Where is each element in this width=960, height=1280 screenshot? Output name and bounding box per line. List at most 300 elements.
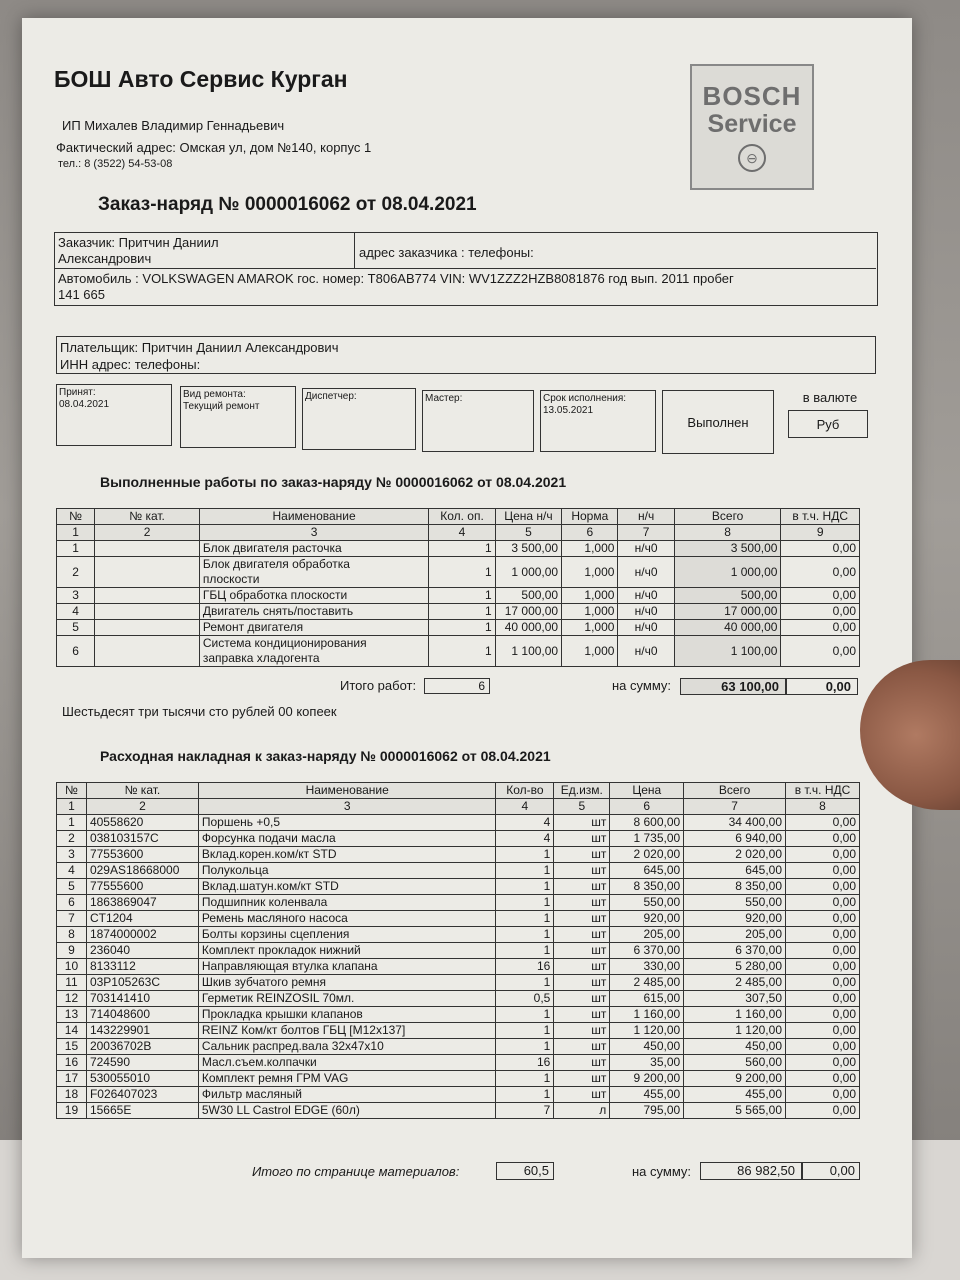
payer-line2: ИНН адрес: телефоны: (60, 357, 201, 372)
row-number: 9 (57, 943, 87, 959)
row-total: 1 000,00 (674, 557, 781, 588)
row-name: Болты корзины сцепления (198, 927, 496, 943)
row-qty: 1 (496, 1071, 554, 1087)
row-qty: 1 (496, 1039, 554, 1055)
row-catalog: 714048600 (86, 1007, 198, 1023)
row-qty: 4 (496, 815, 554, 831)
row-number: 3 (57, 588, 95, 604)
row-qty: 1 (496, 847, 554, 863)
materials-header-cell: Всего (684, 783, 786, 799)
row-price: 8 600,00 (610, 815, 684, 831)
table-row (57, 541, 860, 557)
materials-number-cell: 3 (198, 799, 496, 815)
row-catalog: 15665E (86, 1103, 198, 1119)
row-number: 5 (57, 879, 87, 895)
row-price: 9 200,00 (610, 1071, 684, 1087)
row-vat: 0,00 (786, 1007, 860, 1023)
row-number: 19 (57, 1103, 87, 1119)
works-header-cell: н/ч (618, 509, 674, 525)
row-number: 16 (57, 1055, 87, 1071)
row-name: Направляющая втулка клапана (198, 959, 496, 975)
table-row (57, 879, 860, 895)
materials-table (56, 782, 860, 1119)
table-row (57, 959, 860, 975)
row-unit: шт (554, 943, 610, 959)
row-unit: шт (554, 911, 610, 927)
row-catalog (95, 636, 200, 667)
row-unit: н/ч0 (618, 620, 674, 636)
row-price: 455,00 (610, 1087, 684, 1103)
row-vat: 0,00 (786, 975, 860, 991)
row-unit: шт (554, 975, 610, 991)
table-row (57, 557, 860, 588)
row-qty: 1 (496, 863, 554, 879)
works-number-cell: 3 (199, 525, 428, 541)
info-repair-type (180, 386, 296, 448)
row-name-line1: Блок двигателя обработка (202, 557, 350, 571)
row-total: 2 485,00 (684, 975, 786, 991)
table-row (57, 1103, 860, 1119)
table-row (57, 847, 860, 863)
row-vat: 0,00 (786, 1055, 860, 1071)
row-number: 13 (57, 1007, 87, 1023)
customer-line1: Заказчик: Притчин Даниил (58, 235, 219, 250)
row-price: 1 000,00 (495, 557, 561, 588)
row-name (199, 588, 428, 604)
row-name: Поршень +0,5 (198, 815, 496, 831)
row-vat: 0,00 (781, 604, 860, 620)
row-number: 18 (57, 1087, 87, 1103)
payer-details (60, 339, 338, 373)
table-row (57, 1055, 860, 1071)
row-total: 6 940,00 (684, 831, 786, 847)
table-row (57, 895, 860, 911)
row-name: Масл.съем.колпачки (198, 1055, 496, 1071)
customer-box (54, 232, 878, 306)
row-unit: шт (554, 879, 610, 895)
row-qty: 1 (496, 895, 554, 911)
table-row (57, 1007, 860, 1023)
row-catalog: 724590 (86, 1055, 198, 1071)
row-name-line1: Блок двигателя расточка (202, 541, 342, 555)
table-row (57, 831, 860, 847)
row-qty: 7 (496, 1103, 554, 1119)
row-catalog (95, 541, 200, 557)
table-row (57, 911, 860, 927)
bosch-service-logo (690, 64, 814, 190)
row-qty: 0,5 (496, 991, 554, 1007)
row-price: 550,00 (610, 895, 684, 911)
materials-title: Расходная накладная к заказ-наряду № 0000016062 от 08.04.2021 (100, 748, 551, 764)
row-name: 5W30 LL Castrol EDGE (60л) (198, 1103, 496, 1119)
row-price: 1 120,00 (610, 1023, 684, 1039)
works-sum-total: 63 100,00 (680, 678, 786, 695)
row-catalog (95, 620, 200, 636)
materials-header-row (57, 783, 860, 799)
row-price: 330,00 (610, 959, 684, 975)
row-qty: 1 (429, 604, 495, 620)
row-vat: 0,00 (786, 863, 860, 879)
row-name: Полукольца (198, 863, 496, 879)
row-name: REINZ Ком/кт болтов ГБЦ [М12x137] (198, 1023, 496, 1039)
works-header-cell: Кол. оп. (429, 509, 495, 525)
materials-number-row (57, 799, 860, 815)
row-number: 6 (57, 636, 95, 667)
row-name: Шкив зубчатого ремня (198, 975, 496, 991)
row-total: 6 370,00 (684, 943, 786, 959)
row-price: 3 500,00 (495, 541, 561, 557)
materials-header-cell: в т.ч. НДС (786, 783, 860, 799)
works-number-cell: 2 (95, 525, 200, 541)
table-row (57, 1087, 860, 1103)
info-deadline (540, 390, 656, 452)
row-number: 2 (57, 557, 95, 588)
row-unit: шт (554, 895, 610, 911)
currency-label: в валюте (802, 390, 858, 405)
row-vat: 0,00 (786, 847, 860, 863)
row-vat: 0,00 (781, 541, 860, 557)
row-vat: 0,00 (781, 636, 860, 667)
company-phone: тел.: 8 (3522) 54-53-08 (58, 158, 173, 170)
row-total: 920,00 (684, 911, 786, 927)
row-name: Герметик REINZOSIL 70мл. (198, 991, 496, 1007)
row-vat: 0,00 (786, 895, 860, 911)
works-table (56, 508, 860, 667)
info-master (422, 390, 534, 452)
payer-box (56, 336, 876, 374)
row-name: Сальник распред.вала 32x47x10 (198, 1039, 496, 1055)
row-catalog (95, 557, 200, 588)
materials-header-cell: Наименование (198, 783, 496, 799)
row-price: 8 350,00 (610, 879, 684, 895)
row-qty: 1 (496, 927, 554, 943)
works-number-cell: 7 (618, 525, 674, 541)
row-price: 2 020,00 (610, 847, 684, 863)
row-name-line2: плоскости (202, 572, 260, 586)
row-total: 5 565,00 (684, 1103, 786, 1119)
materials-number-cell: 7 (684, 799, 786, 815)
row-unit: н/ч0 (618, 541, 674, 557)
row-unit: шт (554, 863, 610, 879)
row-name: Вклад.корен.ком/кт STD (198, 847, 496, 863)
works-sum-label: на сумму: (612, 678, 672, 693)
works-header-cell: № (57, 509, 95, 525)
row-total: 205,00 (684, 927, 786, 943)
row-total: 645,00 (684, 863, 786, 879)
row-name-line1: Система кондиционирования (202, 636, 367, 650)
row-total: 17 000,00 (674, 604, 781, 620)
bosch-armature-icon: ⊖ (738, 144, 766, 172)
row-number: 10 (57, 959, 87, 975)
row-vat: 0,00 (786, 815, 860, 831)
works-header-cell: Цена н/ч (495, 509, 561, 525)
info-accepted-value: 08.04.2021 (59, 399, 110, 410)
row-price: 1 160,00 (610, 1007, 684, 1023)
company-address: Фактический адрес: Омская ул, дом №140, корпус 1 (56, 140, 372, 155)
table-row (57, 1023, 860, 1039)
table-row (57, 604, 860, 620)
row-number: 7 (57, 911, 87, 927)
row-name (199, 604, 428, 620)
materials-number-cell: 2 (86, 799, 198, 815)
row-norm: 1,000 (562, 620, 618, 636)
row-total: 40 000,00 (674, 620, 781, 636)
row-total: 34 400,00 (684, 815, 786, 831)
row-catalog: 40558620 (86, 815, 198, 831)
row-price: 1 100,00 (495, 636, 561, 667)
row-norm: 1,000 (562, 636, 618, 667)
materials-number-cell: 6 (610, 799, 684, 815)
row-qty: 1 (429, 541, 495, 557)
row-catalog: 703141410 (86, 991, 198, 1007)
row-total: 5 280,00 (684, 959, 786, 975)
materials-header-cell: № (57, 783, 87, 799)
company-name: БОШ Авто Сервис Курган (54, 66, 348, 92)
works-header-cell: Всего (674, 509, 781, 525)
row-unit: шт (554, 1055, 610, 1071)
logo-line1: BOSCH (702, 81, 802, 111)
materials-sum-total: 86 982,50 (700, 1162, 802, 1180)
row-name-line1: ГБЦ обработка плоскости (202, 588, 348, 602)
row-unit: н/ч0 (618, 604, 674, 620)
row-unit: н/ч0 (618, 636, 674, 667)
row-name (199, 620, 428, 636)
row-qty: 1 (496, 879, 554, 895)
works-total-qty: 6 (424, 678, 490, 694)
row-price: 920,00 (610, 911, 684, 927)
row-name (199, 541, 428, 557)
info-master-label: Мастер: (425, 393, 463, 404)
row-name-line2: заправка хладогента (202, 651, 320, 665)
row-qty: 1 (496, 975, 554, 991)
row-vat: 0,00 (781, 557, 860, 588)
works-number-row (57, 525, 860, 541)
row-catalog: F026407023 (86, 1087, 198, 1103)
row-qty: 1 (429, 557, 495, 588)
info-accepted (56, 384, 172, 446)
row-qty: 1 (429, 636, 495, 667)
row-vat: 0,00 (786, 1103, 860, 1119)
info-deadline-label: Срок исполнения: (543, 393, 627, 404)
table-row (57, 588, 860, 604)
row-number: 1 (57, 541, 95, 557)
info-accepted-label: Принят: (59, 387, 96, 398)
works-header-cell: Наименование (199, 509, 428, 525)
materials-header-cell: № кат. (86, 783, 198, 799)
payer-line1: Плательщик: Притчин Даниил Александрович (60, 340, 339, 355)
row-catalog: 77555600 (86, 879, 198, 895)
customer-line2: Александрович (58, 251, 152, 266)
info-dispatcher-label: Диспетчер: (305, 391, 357, 402)
row-norm: 1,000 (562, 557, 618, 588)
row-total: 560,00 (684, 1055, 786, 1071)
table-row (57, 1071, 860, 1087)
currency-box: Руб (788, 410, 868, 438)
row-name: Комплект прокладок нижний (198, 943, 496, 959)
materials-header-cell: Цена (610, 783, 684, 799)
car-line1: Автомобиль : VOLKSWAGEN AMAROK гос. номер: Т806АВ774 VIN: WV1ZZZ2HZB8081876 год вып. 2011 пробег (58, 271, 734, 286)
row-total: 8 350,00 (684, 879, 786, 895)
row-qty: 16 (496, 959, 554, 975)
row-qty: 1 (496, 1023, 554, 1039)
row-unit: шт (554, 1039, 610, 1055)
row-catalog: 8133112 (86, 959, 198, 975)
row-qty: 4 (496, 831, 554, 847)
row-price: 1 735,00 (610, 831, 684, 847)
row-number: 6 (57, 895, 87, 911)
logo-line2: Service (707, 110, 797, 138)
row-unit: шт (554, 1007, 610, 1023)
row-vat: 0,00 (786, 1039, 860, 1055)
row-catalog: 530055010 (86, 1071, 198, 1087)
row-total: 500,00 (674, 588, 781, 604)
row-name (199, 636, 428, 667)
row-price: 6 370,00 (610, 943, 684, 959)
table-row (57, 636, 860, 667)
table-row (57, 815, 860, 831)
entrepreneur-name: ИП Михалев Владимир Геннадьевич (62, 118, 285, 133)
works-title: Выполненные работы по заказ-наряду № 0000016062 от 08.04.2021 (100, 474, 567, 490)
works-number-cell: 6 (562, 525, 618, 541)
table-row (57, 1039, 860, 1055)
row-catalog: 1863869047 (86, 895, 198, 911)
row-name: Прокладка крышки клапанов (198, 1007, 496, 1023)
row-vat: 0,00 (786, 943, 860, 959)
row-qty: 1 (496, 1087, 554, 1103)
row-name (199, 557, 428, 588)
materials-total-label: Итого по странице материалов: (252, 1164, 460, 1179)
row-unit: шт (554, 831, 610, 847)
row-vat: 0,00 (786, 991, 860, 1007)
row-price: 2 485,00 (610, 975, 684, 991)
table-row (57, 620, 860, 636)
row-price: 450,00 (610, 1039, 684, 1055)
row-number: 11 (57, 975, 87, 991)
status-box: Выполнен (662, 390, 774, 454)
table-row (57, 975, 860, 991)
works-sum-vat: 0,00 (786, 678, 858, 695)
row-catalog: 77553600 (86, 847, 198, 863)
row-price: 615,00 (610, 991, 684, 1007)
row-unit: шт (554, 927, 610, 943)
works-header-cell: в т.ч. НДС (781, 509, 860, 525)
work-order-document (22, 18, 912, 1258)
works-body (57, 541, 860, 667)
row-total: 307,50 (684, 991, 786, 1007)
row-qty: 1 (496, 1007, 554, 1023)
materials-body (57, 815, 860, 1119)
row-norm: 1,000 (562, 588, 618, 604)
row-unit: н/ч0 (618, 588, 674, 604)
works-header-cell: № кат. (95, 509, 200, 525)
row-unit: шт (554, 815, 610, 831)
row-number: 15 (57, 1039, 87, 1055)
info-deadline-value: 13.05.2021 (543, 405, 594, 416)
row-number: 4 (57, 604, 95, 620)
row-catalog: CT1204 (86, 911, 198, 927)
table-row (57, 943, 860, 959)
works-total-label: Итого работ: (340, 678, 417, 693)
materials-number-cell: 4 (496, 799, 554, 815)
row-name: Ремень масляного насоса (198, 911, 496, 927)
row-name: Подшипник коленвала (198, 895, 496, 911)
info-repair-type-label: Вид ремонта: (183, 389, 246, 400)
row-name: Комплект ремня ГРМ VAG (198, 1071, 496, 1087)
row-unit: шт (554, 847, 610, 863)
row-name: Фильтр масляный (198, 1087, 496, 1103)
works-number-cell: 1 (57, 525, 95, 541)
table-row (57, 927, 860, 943)
row-name: Форсунка подачи масла (198, 831, 496, 847)
row-name-line1: Ремонт двигателя (202, 620, 304, 634)
customer-address-cell: адрес заказчика : телефоны: (355, 233, 876, 269)
row-price: 17 000,00 (495, 604, 561, 620)
order-title: Заказ-наряд № 0000016062 от 08.04.2021 (98, 194, 477, 215)
row-vat: 0,00 (786, 1023, 860, 1039)
row-catalog: 143229901 (86, 1023, 198, 1039)
row-price: 645,00 (610, 863, 684, 879)
row-number: 2 (57, 831, 87, 847)
materials-header-cell: Кол-во (496, 783, 554, 799)
row-number: 17 (57, 1071, 87, 1087)
row-qty: 16 (496, 1055, 554, 1071)
materials-total-qty: 60,5 (496, 1162, 554, 1180)
info-dispatcher (302, 388, 416, 450)
row-catalog (95, 604, 200, 620)
row-name: Вклад.шатун.ком/кт STD (198, 879, 496, 895)
info-repair-type-value: Текущий ремонт (183, 401, 260, 412)
row-catalog: 1874000002 (86, 927, 198, 943)
materials-sum-label: на сумму: (632, 1164, 692, 1179)
works-header-cell: Норма (562, 509, 618, 525)
row-name-line1: Двигатель снять/поставить (202, 604, 354, 618)
row-total: 550,00 (684, 895, 786, 911)
row-total: 455,00 (684, 1087, 786, 1103)
row-norm: 1,000 (562, 541, 618, 557)
row-price: 795,00 (610, 1103, 684, 1119)
row-unit: шт (554, 959, 610, 975)
row-total: 9 200,00 (684, 1071, 786, 1087)
row-number: 5 (57, 620, 95, 636)
car-details (58, 271, 734, 303)
row-unit: шт (554, 1087, 610, 1103)
row-unit: шт (554, 1071, 610, 1087)
row-unit: л (554, 1103, 610, 1119)
row-qty: 1 (496, 911, 554, 927)
row-vat: 0,00 (786, 831, 860, 847)
row-number: 1 (57, 815, 87, 831)
row-number: 4 (57, 863, 87, 879)
row-vat: 0,00 (786, 927, 860, 943)
row-qty: 1 (429, 620, 495, 636)
works-header-row (57, 509, 860, 525)
car-line2: 141 665 (58, 287, 105, 302)
materials-number-cell: 1 (57, 799, 87, 815)
row-catalog: 03P105263C (86, 975, 198, 991)
row-price: 40 000,00 (495, 620, 561, 636)
row-price: 500,00 (495, 588, 561, 604)
row-vat: 0,00 (786, 879, 860, 895)
works-number-cell: 5 (495, 525, 561, 541)
row-vat: 0,00 (781, 620, 860, 636)
customer-name-cell (55, 233, 355, 269)
row-total: 450,00 (684, 1039, 786, 1055)
row-catalog: 236040 (86, 943, 198, 959)
row-unit: шт (554, 991, 610, 1007)
row-qty: 1 (429, 588, 495, 604)
row-catalog: 029AS18668000 (86, 863, 198, 879)
row-unit: н/ч0 (618, 557, 674, 588)
